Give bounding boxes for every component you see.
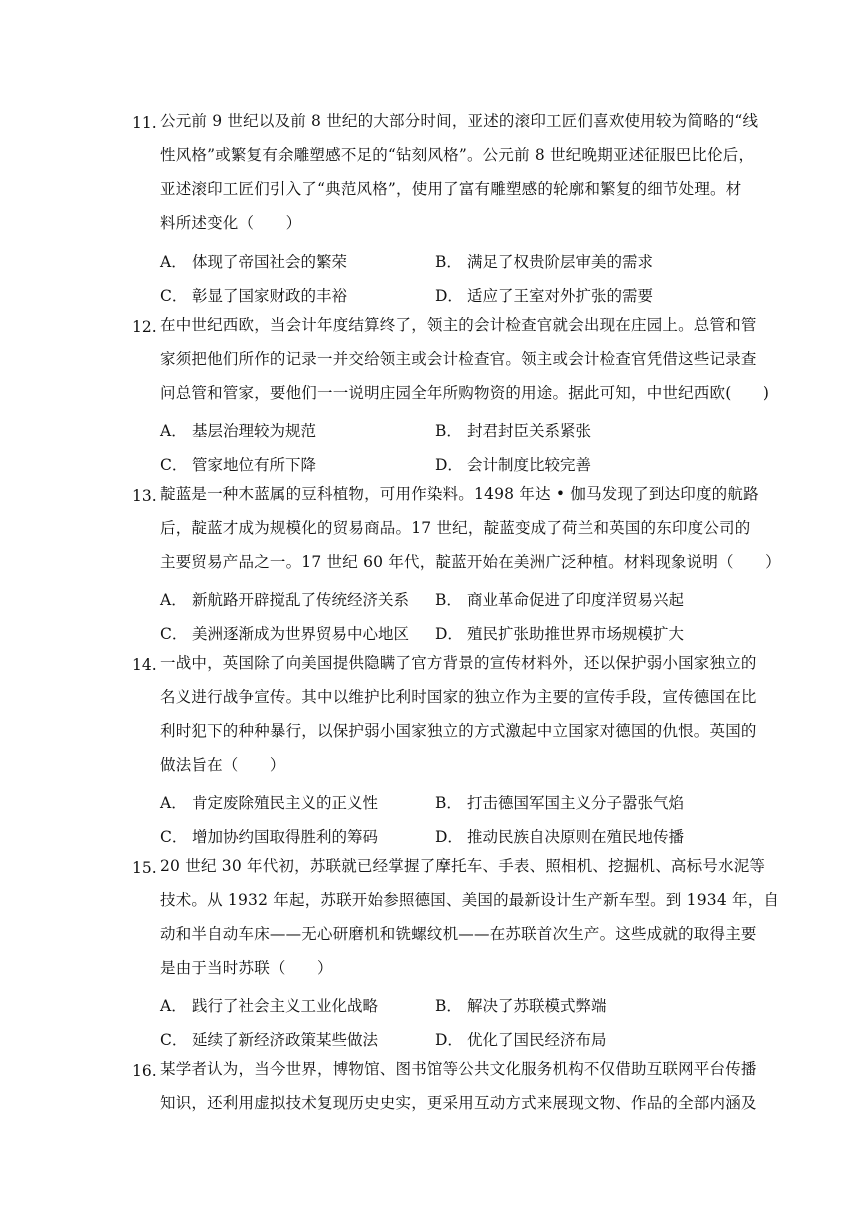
option-letter: A． [160,591,187,609]
option-text: 基层治理较为规范 [192,422,317,440]
question-text-line: 家须把他们所作的记录一并交给领主或会计检查官。领主或会计检查官凭借这些记录查 [160,350,757,368]
question-number: 15. [132,859,157,877]
option-c[interactable] [160,1028,378,1050]
option-text: 解决了苏联模式弊端 [467,997,607,1015]
option-d[interactable] [435,1028,607,1050]
option-text: 封君封臣关系紧张 [467,422,592,440]
option-letter: A． [160,794,187,812]
option-a[interactable] [160,994,378,1016]
option-c[interactable] [160,622,409,644]
option-letter: A． [160,253,187,271]
option-letter: A． [160,997,187,1015]
option-b[interactable] [435,588,684,610]
question-text-line: 后，靛蓝才成为规模化的贸易商品。17 世纪，靛蓝变成了荷兰和英国的东印度公司的 [160,519,751,537]
question-text-line: 靛蓝是一种木蓝属的豆科植物，可用作染料。1498 年达 • 伽马发现了到达印度的航路 [160,485,759,503]
question-text-line: 问总管和管家，要他们一一说明庄园全年所购物资的用途。据此可知，中世纪西欧( ) [160,384,770,402]
option-d[interactable] [435,284,653,306]
question-text-line: 在中世纪西欧，当会计年度结算终了，领主的会计检查官就会出现在庄园上。总管和管 [160,316,757,334]
option-letter: A． [160,422,187,440]
question-text-line: 料所述变化（ ） [160,214,302,232]
option-text: 肯定废除殖民主义的正义性 [192,794,379,812]
question-text-line: 性风格”或繁复有余雕塑感不足的“钻刻风格”。公元前 8 世纪晚期亚述征服巴比伦后， [160,146,755,164]
question-text-line: 亚述滚印工匠们引入了“典范风格”，使用了富有雕塑感的轮廓和繁复的细节处理。材 [160,180,742,198]
question-text-line: 主要贸易产品之一。17 世纪 60 年代，靛蓝开始在美洲广泛种植。材料现象说明（ ） [160,553,781,571]
option-text: 美洲逐渐成为世界贸易中心地区 [192,625,410,643]
question-text-line: 公元前 9 世纪以及前 8 世纪的大部分时间，亚述的滚印工匠们喜欢使用较为简略的“线 [160,112,759,130]
option-letter: C． [160,1031,188,1049]
option-text: 殖民扩张助推世界市场规模扩大 [467,625,685,643]
question-number: 14. [132,656,157,674]
option-d[interactable] [435,825,684,847]
option-c[interactable] [160,825,378,847]
option-letter: C． [160,828,188,846]
option-a[interactable] [160,791,378,813]
option-text: 新航路开辟搅乱了传统经济关系 [192,591,410,609]
question-text-line: 利时犯下的种种暴行，以保护弱小国家独立的方式激起中立国家对德国的仇恨。英国的 [160,722,757,740]
option-text: 适应了王室对外扩张的需要 [467,287,654,305]
question-number: 11. [132,114,157,132]
option-b[interactable] [435,419,591,441]
question-text-line: 某学者认为，当今世界，博物馆、图书馆等公共文化服务机构不仅借助互联网平台传播 [160,1060,757,1078]
option-letter: D． [435,828,463,846]
option-letter: B． [435,422,462,440]
option-d[interactable] [435,622,684,644]
option-letter: B． [435,997,462,1015]
option-a[interactable] [160,588,409,610]
option-text: 彰显了国家财政的丰裕 [192,287,348,305]
question-text-line: 技术。从 1932 年起，苏联开始参照德国、美国的最新设计生产新车型。到 1934 年，自 [160,891,780,909]
option-b[interactable] [435,994,607,1016]
option-text: 管家地位有所下降 [192,456,317,474]
option-text: 打击德国军国主义分子嚣张气焰 [467,794,685,812]
question-text-line: 20 世纪 30 年代初，苏联就已经掌握了摩托车、手表、照相机、挖掘机、高标号水泥等 [160,857,766,875]
option-b[interactable] [435,250,653,272]
question-text-line: 做法旨在（ ） [160,756,286,774]
option-letter: C． [160,456,188,474]
question-text-line: 动和半自动车床——无心研磨机和铣螺纹机——在苏联首次生产。这些成就的取得主要 [160,925,757,943]
option-a[interactable] [160,250,347,272]
question-text-line: 知识，还利用虚拟技术复现历史史实，更采用互动方式来展现文物、作品的全部内涵及 [160,1094,757,1112]
question-number: 12. [132,318,157,336]
option-letter: C． [160,287,188,305]
option-letter: D． [435,1031,463,1049]
option-a[interactable] [160,419,316,441]
option-d[interactable] [435,453,591,475]
option-text: 增加协约国取得胜利的筹码 [192,828,379,846]
option-text: 延续了新经济政策某些做法 [192,1031,379,1049]
option-letter: D． [435,287,463,305]
question-text-line: 是由于当时苏联（ ） [160,959,333,977]
option-c[interactable] [160,284,347,306]
question-text-line: 一战中，英国除了向美国提供隐瞒了官方背景的宣传材料外，还以保护弱小国家独立的 [160,654,757,672]
question-text-line: 名义进行战争宣传。其中以维护比利时国家的独立作为主要的宣传手段，宣传德国在比 [160,688,757,706]
option-text: 会计制度比较完善 [467,456,592,474]
option-letter: B． [435,794,462,812]
option-letter: B． [435,591,462,609]
option-c[interactable] [160,453,316,475]
question-number: 16. [132,1062,157,1080]
option-letter: D． [435,625,463,643]
option-letter: C． [160,625,188,643]
option-b[interactable] [435,791,684,813]
option-text: 体现了帝国社会的繁荣 [192,253,348,271]
option-text: 满足了权贵阶层审美的需求 [467,253,654,271]
option-text: 推动民族自决原则在殖民地传播 [467,828,685,846]
question-number: 13. [132,487,157,505]
option-letter: B． [435,253,462,271]
option-letter: D． [435,456,463,474]
option-text: 商业革命促进了印度洋贸易兴起 [467,591,685,609]
option-text: 优化了国民经济布局 [467,1031,607,1049]
option-text: 践行了社会主义工业化战略 [192,997,379,1015]
